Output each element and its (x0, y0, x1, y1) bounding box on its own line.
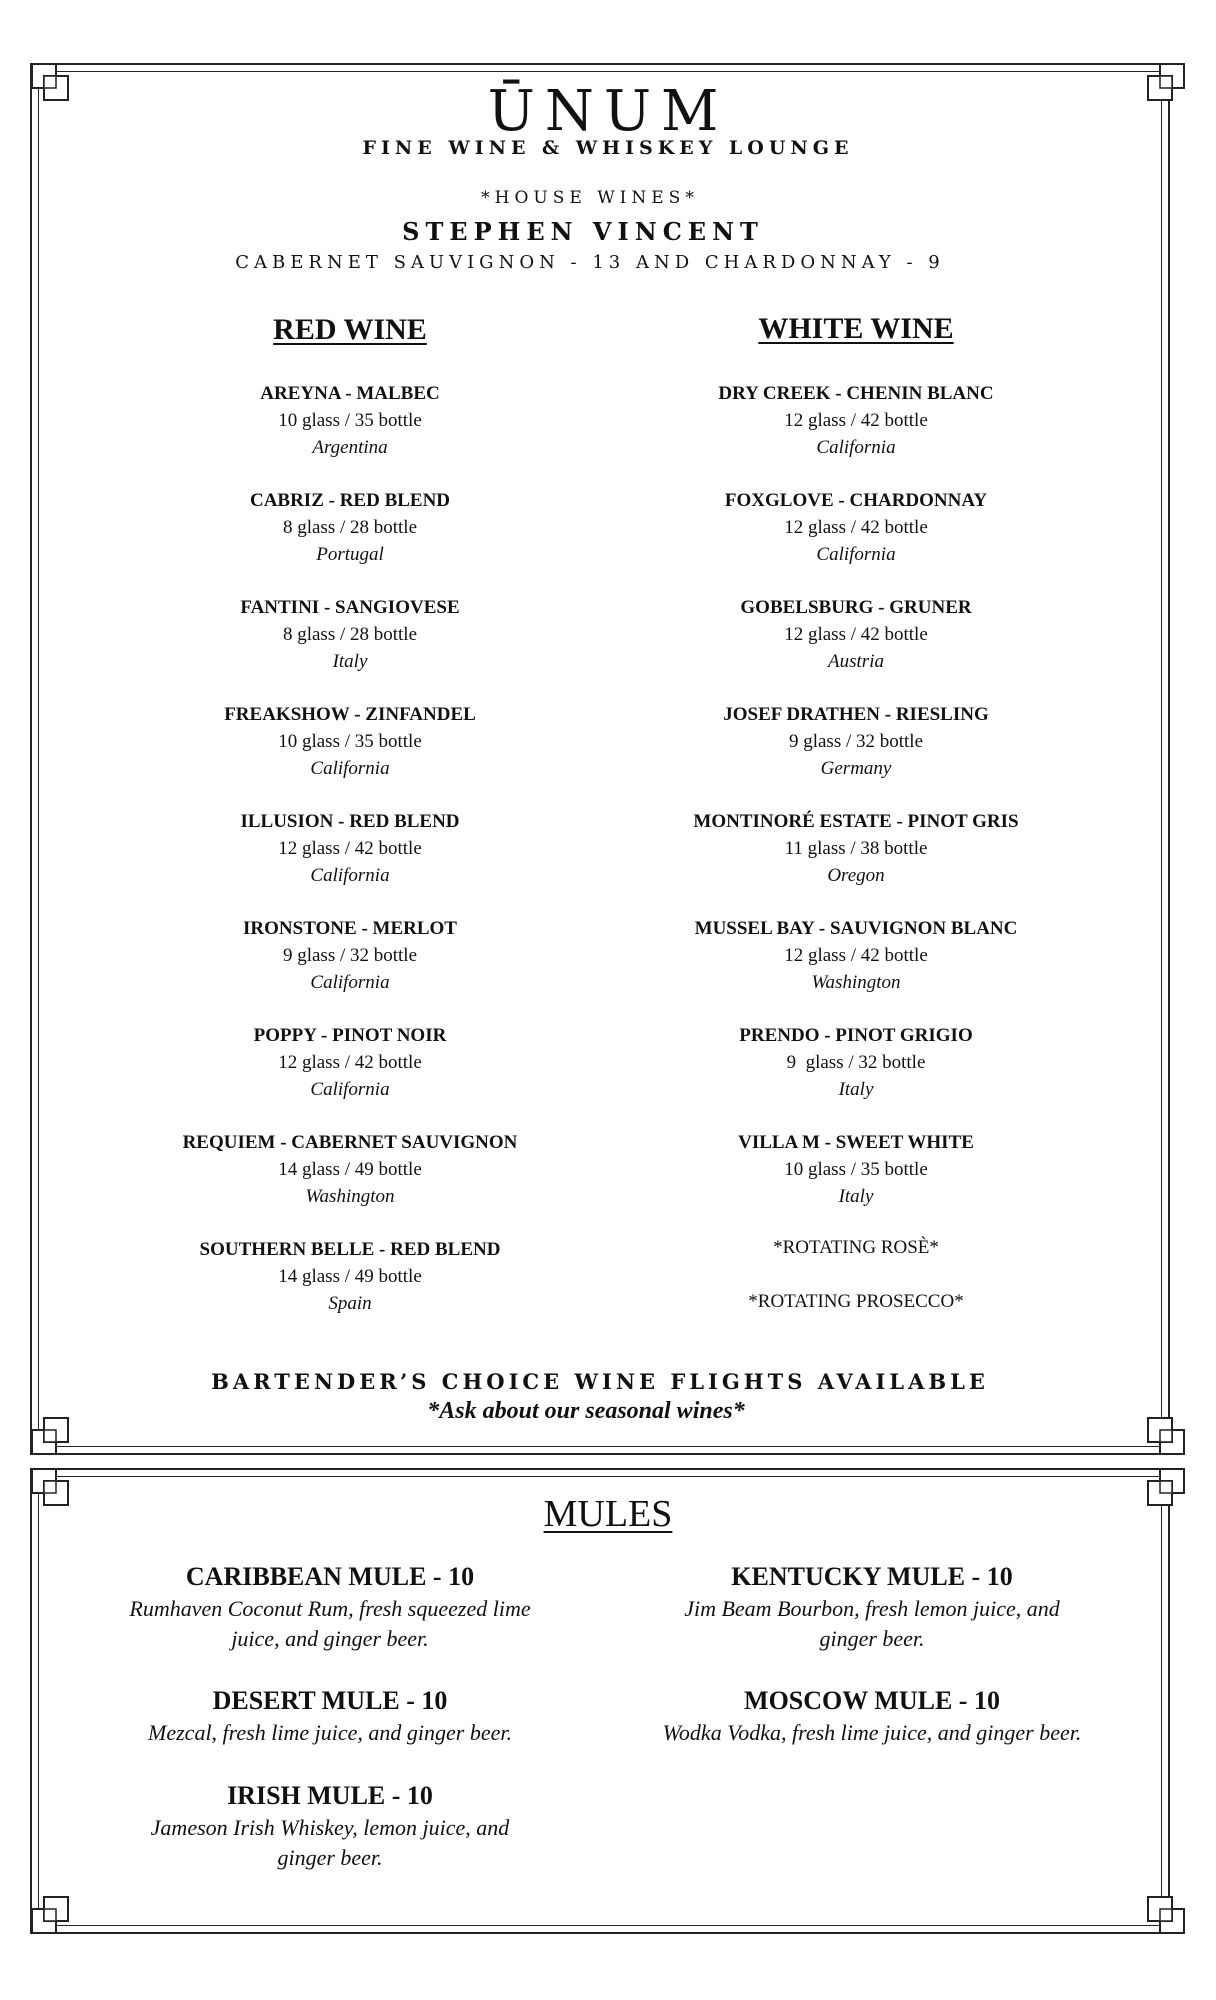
wine-name: MUSSEL BAY - SAUVIGNON BLANC (694, 918, 1018, 939)
mule-description: Jim Beam Bourbon, fresh lemon juice, and ginger beer. (684, 1596, 1060, 1651)
wine-price: 9 glass / 32 bottle (788, 731, 924, 752)
wine-item-white (626, 915, 1086, 996)
corner-ornament-icon (1135, 1884, 1185, 1934)
wine-item-red (120, 701, 580, 782)
mule-name: IRISH MULE - 10 (227, 1781, 433, 1810)
wine-item-white (626, 808, 1086, 889)
wine-price: 8 glass / 28 bottle (282, 517, 418, 538)
house-wine-description: CABERNET SAUVIGNON - 13 AND CHARDONNAY - 9 (235, 252, 945, 273)
wine-origin: Portugal (316, 544, 384, 565)
wine-price: 9 glass / 32 bottle (282, 945, 418, 966)
wine-price: 14 glass / 49 bottle (278, 1159, 422, 1180)
wine-price: 14 glass / 49 bottle (278, 1266, 422, 1287)
wine-price: 12 glass / 42 bottle (784, 624, 928, 645)
wine-name: SOUTHERN BELLE - RED BLEND (199, 1239, 501, 1260)
wine-origin: California (310, 972, 390, 993)
wine-price: 12 glass / 42 bottle (784, 517, 928, 538)
wine-name: ILLUSION - RED BLEND (240, 811, 460, 832)
wine-item-red (120, 915, 580, 996)
wine-item-white (626, 594, 1086, 675)
wine-origin: Washington (305, 1186, 395, 1207)
wine-name: VILLA M - SWEET WHITE (738, 1132, 974, 1153)
mule-name: DESERT MULE - 10 (212, 1686, 448, 1715)
wine-name: GOBELSBURG - GRUNER (740, 597, 972, 618)
wine-price: 10 glass / 35 bottle (278, 731, 422, 752)
wine-item-white (626, 487, 1086, 568)
wine-price: 8 glass / 28 bottle (282, 624, 418, 645)
wine-name: IRONSTONE - MERLOT (243, 918, 457, 939)
wine-item-white (626, 1022, 1086, 1103)
mule-item (120, 1560, 540, 1654)
wine-price: 12 glass / 42 bottle (278, 1052, 422, 1073)
wine-price: 10 glass / 35 bottle (784, 1159, 928, 1180)
wine-origin: California (816, 437, 896, 458)
corner-ornament-icon (31, 1884, 81, 1934)
wine-price: 12 glass / 42 bottle (278, 838, 422, 859)
wine-name: CABRIZ - RED BLEND (249, 490, 451, 511)
wine-name: MONTINORÉ ESTATE - PINOT GRIS (693, 811, 1019, 832)
wine-item-red (120, 594, 580, 675)
wine-price: 12 glass / 42 bottle (784, 945, 928, 966)
wine-origin: Italy (838, 1186, 874, 1207)
wine-name: JOSEF DRATHEN - RIESLING (723, 704, 989, 725)
wine-name: REQUIEM - CABERNET SAUVIGNON (182, 1132, 518, 1153)
wine-origin: Oregon (827, 865, 885, 886)
wine-origin: Washington (811, 972, 901, 993)
wine-item-red (120, 808, 580, 889)
wine-name: FREAKSHOW - ZINFANDEL (224, 704, 476, 725)
venue-logo: ŪNUM (487, 79, 729, 144)
wine-origin: Italy (332, 651, 368, 672)
wine-price: 10 glass / 35 bottle (278, 410, 422, 431)
mules-heading: MULES (543, 1493, 673, 1535)
wine-origin: California (310, 758, 390, 779)
wine-origin: Germany (820, 758, 892, 779)
house-wine-name: STEPHEN VINCENT (402, 217, 764, 246)
seasonal-wines-note: *Ask about our seasonal wines* (427, 1398, 745, 1424)
mule-item (120, 1684, 540, 1748)
wine-item-red (120, 487, 580, 568)
white-wine-heading: WHITE WINE (758, 312, 954, 345)
wine-item-red (120, 1236, 580, 1317)
mule-name: KENTUCKY MULE - 10 (731, 1562, 1013, 1591)
wine-price: 9 glass / 32 bottle (786, 1052, 926, 1073)
wine-name: FANTINI - SANGIOVESE (240, 597, 460, 618)
mule-item (120, 1779, 540, 1873)
wine-origin: Spain (328, 1293, 372, 1314)
wine-name: FOXGLOVE - CHARDONNAY (724, 490, 988, 511)
wine-name: POPPY - PINOT NOIR (253, 1025, 447, 1046)
wine-item-white (626, 1129, 1086, 1210)
wine-origin: Austria (828, 651, 884, 672)
mule-name: CARIBBEAN MULE - 10 (185, 1562, 475, 1591)
mule-description: Mezcal, fresh lime juice, and ginger beer. (148, 1720, 512, 1745)
wine-name: PRENDO - PINOT GRIGIO (739, 1025, 973, 1046)
wine-item-red (120, 1022, 580, 1103)
rotating-rose: *ROTATING ROSÈ* (773, 1237, 939, 1258)
wine-price: 11 glass / 38 bottle (784, 838, 928, 859)
wine-origin: California (816, 544, 896, 565)
wine-item-red (120, 380, 580, 461)
wine-item-red (120, 1129, 580, 1210)
rotating-prosecco: *ROTATING PROSECCO* (748, 1291, 964, 1312)
wine-origin: California (310, 1079, 390, 1100)
mule-description: Wodka Vodka, fresh lime juice, and ginger beer. (662, 1720, 1082, 1745)
wine-name: AREYNA - MALBEC (260, 383, 440, 404)
mule-name: MOSCOW MULE - 10 (744, 1686, 1000, 1715)
wine-origin: California (310, 865, 390, 886)
wine-name: DRY CREEK - CHENIN BLANC (718, 383, 994, 404)
red-wine-heading: RED WINE (273, 313, 427, 346)
wine-item-white (626, 380, 1086, 461)
wine-flights-note: BARTENDER’S CHOICE WINE FLIGHTS AVAILABLE (211, 1369, 989, 1394)
mule-item (662, 1560, 1082, 1654)
venue-subtitle: FINE WINE & WHISKEY LOUNGE (362, 137, 854, 159)
wine-origin: Argentina (312, 437, 388, 458)
wine-origin: Italy (838, 1079, 874, 1100)
mule-description: Jameson Irish Whiskey, lemon juice, and ginger beer. (150, 1815, 510, 1870)
mule-item (662, 1684, 1082, 1748)
mule-description: Rumhaven Coconut Rum, fresh squeezed lime juice, and ginger beer. (129, 1596, 531, 1651)
wine-price: 12 glass / 42 bottle (784, 410, 928, 431)
house-wines-label: *HOUSE WINES* (481, 188, 699, 208)
wine-item-white (626, 701, 1086, 782)
